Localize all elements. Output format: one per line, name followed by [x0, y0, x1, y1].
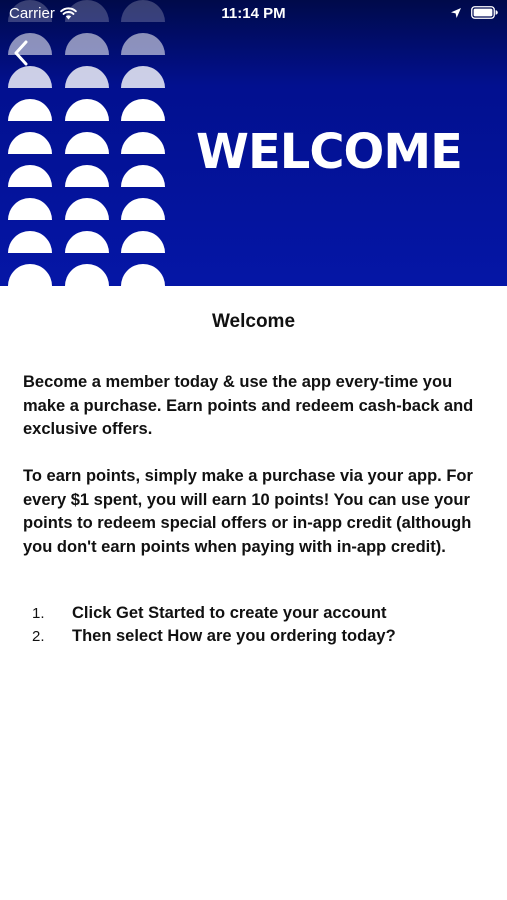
- intro-paragraph: Become a member today & use the app every-time you make a purchase. Earn points and redeem cash-back and exclusive offers.: [23, 373, 474, 438]
- semicircle-shape: [65, 66, 109, 88]
- status-indicators: [450, 6, 498, 19]
- step-text: Then select How are you ordering today?: [72, 627, 396, 645]
- semicircle-shape: [121, 33, 165, 55]
- semicircle-shape: [121, 264, 165, 286]
- status-bar: [0, 0, 507, 28]
- hero-title: WELCOME: [196, 124, 462, 180]
- semicircle-shape: [121, 231, 165, 253]
- semicircle-shape: [8, 165, 52, 187]
- semicircle-shape: [8, 99, 52, 121]
- semicircle-shape: [65, 132, 109, 154]
- step-text: Click Get Started to create your account: [72, 604, 387, 622]
- semicircle-shape: [65, 33, 109, 55]
- carrier-label: Carrier: [9, 5, 55, 22]
- step-number: 2.: [32, 628, 45, 645]
- list-item: [28, 602, 498, 625]
- back-button[interactable]: [6, 38, 36, 68]
- semicircle-shape: [121, 132, 165, 154]
- semicircle-shape: [121, 66, 165, 88]
- chevron-left-icon: [12, 40, 30, 66]
- location-arrow-icon: [450, 7, 462, 19]
- list-item: [28, 625, 498, 648]
- status-time: 11:14 PM: [221, 5, 286, 22]
- semicircle-shape: [121, 165, 165, 187]
- battery-icon: [471, 6, 498, 19]
- semicircle-shape: [8, 132, 52, 154]
- semicircle-shape: [65, 264, 109, 286]
- semicircle-shape: [65, 165, 109, 187]
- steps-list: [28, 602, 498, 648]
- semicircle-shape: [8, 66, 52, 88]
- hero-banner: [0, 0, 507, 286]
- semicircle-shape: [121, 99, 165, 121]
- step-number: 1.: [32, 605, 45, 622]
- points-paragraph: To earn points, simply make a purchase via your app. For every $1 spent, you will earn 10 points! You can use your points to redeem special offers or in-app credit (although you don't earn points when paying with in-app credit).: [23, 467, 473, 556]
- semicircle-shape: [65, 198, 109, 220]
- semicircle-shape: [8, 264, 52, 286]
- semicircle-shape: [65, 99, 109, 121]
- semicircle-shape: [65, 231, 109, 253]
- semicircle-shape: [8, 198, 52, 220]
- semicircle-shape: [121, 198, 165, 220]
- page-title: Welcome: [211, 311, 296, 332]
- semicircle-shape: [8, 231, 52, 253]
